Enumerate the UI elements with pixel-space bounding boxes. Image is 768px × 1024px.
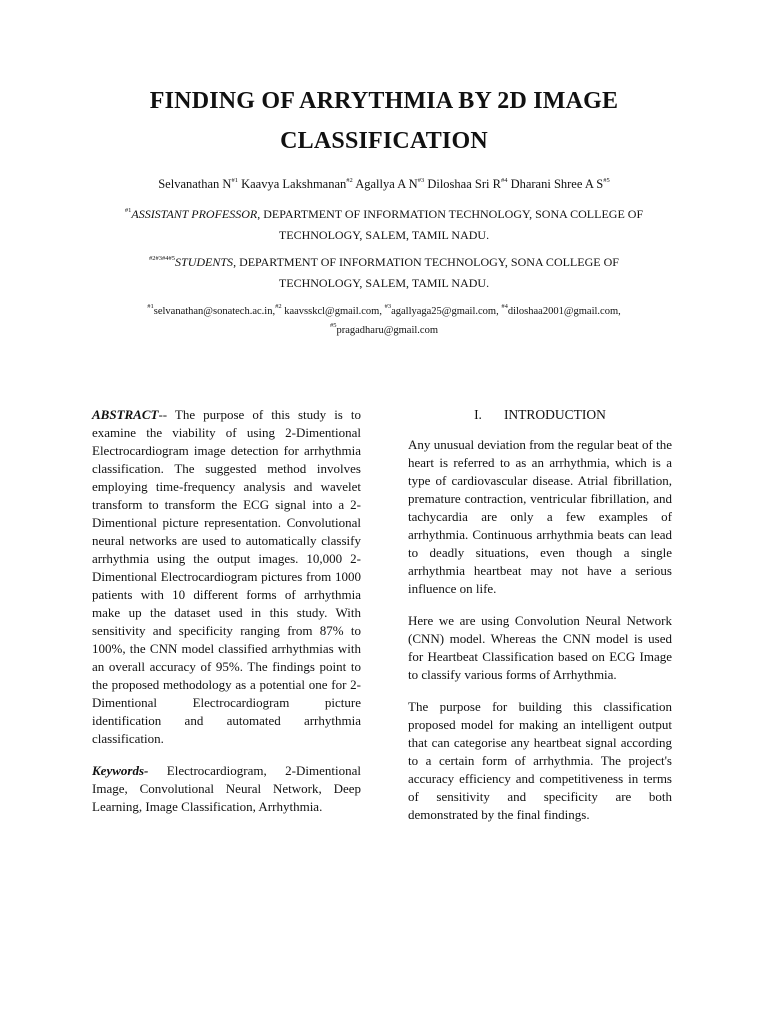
intro-paragraph: Here we are using Convolution Neural Network (CNN) model. Whereas the CNN model is used for Heartbeat Classification based on ECG Image to classify various forms of Arrhythmia. [408, 613, 672, 682]
author-name: Dharani Shree A S [510, 177, 604, 191]
intro-paragraph: The purpose for building this classification proposed model for making an intelligent output that can categorise any heartbeat signal according to a certain form of arrhythmia. The project's accuracy efficiency and competitiveness in terms of sensitivity and specificity are both demonstrated by the final findings. [408, 699, 672, 822]
author-name: Agallya A N [355, 177, 418, 191]
email-address: selvanathan@sonatech.ac.in, [153, 306, 276, 317]
author-mark: #4 [500, 177, 508, 184]
affiliation-text: , DEPARTMENT OF INFORMATION TECHNOLOGY, SONA COLLEGE OF [233, 255, 619, 269]
abstract-text: -- The purpose of this study is to examine the viability of using 2-Dimentional Electrocardiogram image detection for arrhythmia classification. The suggested method involves employing time-frequency analysis and wavelet transform to transform the ECG signal into a 2-Dimentional picture representation. Convolutional neural networks are used to automatically classify arrhythmia using the output images. 10,000 2-Dimentional Electrocardiogram pictures from 1000 patients with 10 different forms of arrhythmia make up the dataset used in this study. With sensitivity and specificity ranging from 87% to 100%, the CNN model classified arrhythmias with an overall accuracy of 95%. The findings point to the proposed methodology as a potential one for 2-Dimentional Electrocardiogram picture identification and automated arrhythmia classification. [92, 407, 361, 746]
affiliation-mark: #2#3#4#5 [149, 255, 176, 262]
email-address: kaavsskcl@gmail.com, [281, 306, 385, 317]
keywords-text: Electrocardiogram, 2-Dimentional Image, Convolutional Neural Network, Deep Learning, Image Classification, Arrhythmia. [92, 763, 361, 814]
author-mark: #1 [231, 177, 238, 184]
abstract [92, 406, 361, 748]
author-name: Selvanathan N [158, 177, 232, 191]
email-address: agallyaga25@gmail.com, [391, 306, 502, 317]
intro-paragraph: Any unusual deviation from the regular beat of the heart is referred to as an arrhythmia, which is a type of cardiovascular disease. Atrial fibrillation, premature contraction, ventricular fibrillation, and tachycardia are only a few examples of arrhythmia. Continuous arrhythmia beats can lead to deadly situations, even though a single arrhythmia heartbeat may not have a serious influence on life. [408, 437, 672, 596]
left-column [92, 406, 361, 830]
affiliation-text: TECHNOLOGY, SALEM, TAMIL NADU. [278, 276, 490, 290]
affiliation-mark: #1 [124, 207, 132, 214]
paper-title-line-2: CLASSIFICATION [280, 128, 488, 154]
abstract-heading: ABSTRACT [92, 407, 159, 422]
author-name: Kaavya Lakshmanan [241, 177, 347, 191]
email-mark: #1 [147, 303, 154, 310]
email-list [40, 302, 728, 340]
paper-title-line-1: FINDING OF ARRYTHMIA BY 2D IMAGE [149, 88, 619, 114]
section-heading [408, 406, 672, 424]
right-column [408, 406, 672, 838]
email-address: diloshaa2001@gmail.com, [507, 306, 621, 317]
section-number: I. [474, 407, 482, 422]
author-list [40, 177, 728, 192]
affiliation-faculty [100, 204, 668, 246]
email-mark: #5 [329, 322, 337, 329]
affiliation-role: STUDENTS [175, 255, 234, 269]
email-address: pragadharu@gmail.com [336, 325, 438, 336]
email-mark: #3 [384, 303, 392, 310]
keywords [92, 762, 361, 816]
keywords-heading: Keywords- [92, 763, 149, 778]
author-mark: #2 [346, 177, 353, 184]
author-mark: #5 [603, 177, 610, 184]
affiliation-text: TECHNOLOGY, SALEM, TAMIL NADU. [278, 228, 490, 242]
section-title: INTRODUCTION [503, 407, 606, 422]
email-mark: #2 [275, 303, 282, 310]
affiliation-text: , DEPARTMENT OF INFORMATION TECHNOLOGY, SONA COLLEGE OF [257, 207, 644, 221]
author-mark: #3 [417, 177, 425, 184]
email-mark: #4 [501, 303, 508, 310]
affiliation-students [100, 252, 668, 294]
affiliation-role: ASSISTANT PROFESSOR [131, 207, 258, 221]
author-name: Diloshaa Sri R [427, 177, 501, 191]
